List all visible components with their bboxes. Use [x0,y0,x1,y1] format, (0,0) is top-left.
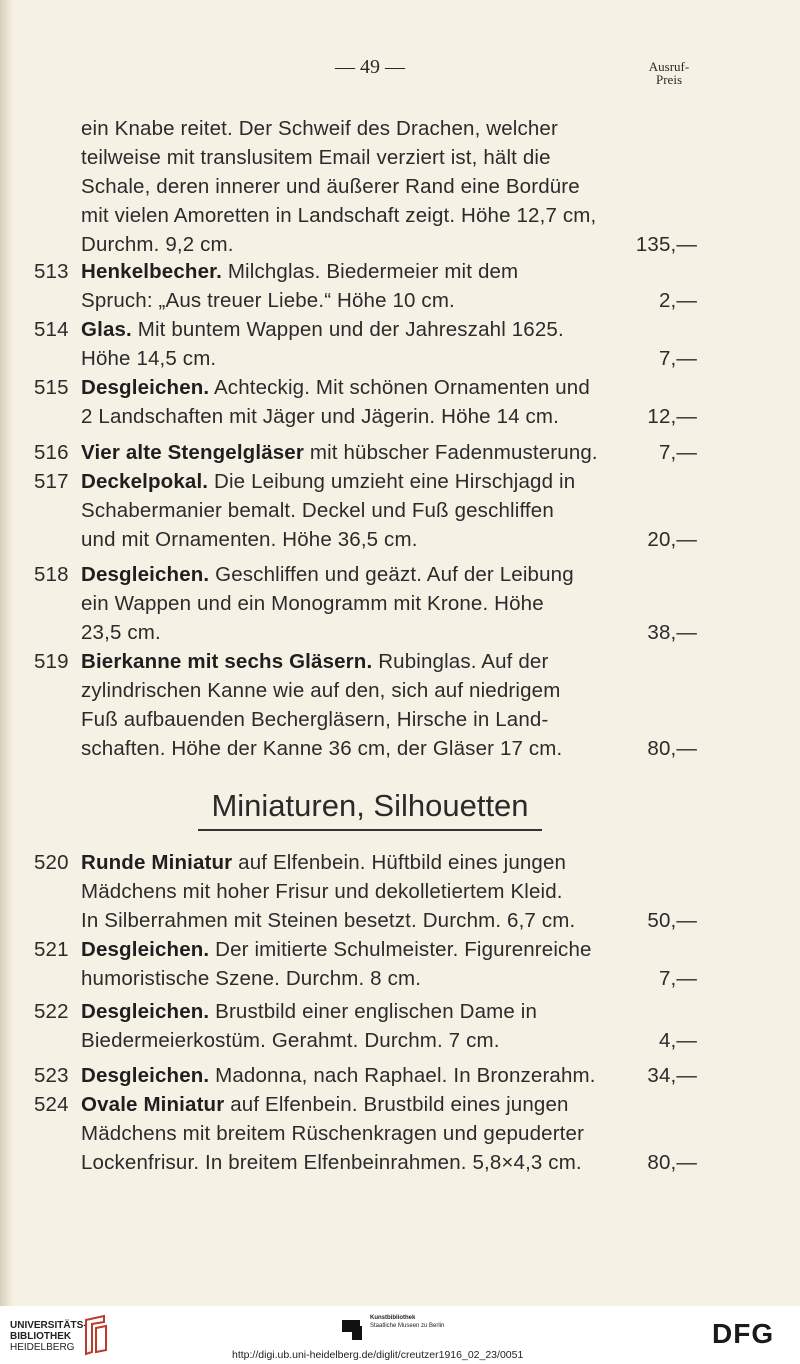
page-edge-shadow [0,0,14,1306]
lot-price: 2,— [658,289,697,312]
text-line: humoristische Szene. Durchm. 8 cm. 7,— [81,964,641,994]
permalink-url[interactable]: http://digi.ub.uni-heidelberg.de/diglit/creutzer1916_02_23/0051 [232,1349,524,1361]
page-number: — 49 — [335,56,405,78]
lot-price: 80,— [647,737,697,760]
text-line: Fuß aufbauenden Bechergläsern, Hirsche in Land- [81,708,549,731]
kunstbibliothek-label [370,1314,444,1330]
lot-517: 517 Deckelpokal. Die Leibung umzieht eine Hirschjagd in [81,467,641,497]
lot-516: 516 Vier alte Stengelgläser mit hübscher Fadenmusterung. 7,— [81,438,641,468]
lot-price: 4,— [658,1029,697,1052]
ub-line-2: BIBLIOTHEK [10,1331,72,1342]
text-line: teilweise mit translusitem Email verziert ist, hält die [81,146,551,169]
lot-title: Glas. [81,318,132,341]
text-line: Spruch: „Aus treuer Liebe.“ Höhe 10 cm. 2,— [81,286,641,316]
lot-524: 524 Ovale Miniatur auf Elfenbein. Brustbild eines jungen [81,1090,641,1120]
section-underline [198,829,542,831]
lot-513: 513 Henkelbecher. Milchglas. Biedermeier mit dem [81,257,641,287]
lot-price: 135,— [635,233,697,256]
price-heading-line-2: Preis [656,72,682,87]
lot-title: Desgleichen. [81,563,210,586]
text-line: In Silberrahmen mit Steinen besetzt. Durchm. 6,7 cm. 50,— [81,906,641,936]
lot-number: 520 [34,851,69,874]
text-line: Höhe 14,5 cm. 7,— [81,344,641,374]
text-line: Biedermeierkostüm. Gerahmt. Durchm. 7 cm. 4,— [81,1026,641,1056]
text-line: mit vielen Amoretten in Landschaft zeigt. Höhe 12,7 cm, [81,204,597,227]
lot-515: 515 Desgleichen. Achteckig. Mit schönen Ornamenten und [81,373,641,403]
lot-price: 7,— [658,347,697,370]
lot-number: 519 [34,650,69,673]
text-line: Schale, deren innerer und äußerer Rand eine Bordüre [81,175,580,198]
text-line: schaften. Höhe der Kanne 36 cm, der Gläser 17 cm. 80,— [81,734,641,764]
text-line: 23,5 cm. 38,— [81,618,641,648]
lot-number: 517 [34,470,69,493]
lot-title: Henkelbecher. [81,260,222,283]
lot-number: 524 [34,1093,69,1116]
ub-line-3: HEIDELBERG [10,1342,75,1353]
kb-line-1: Kunstbibliothek [370,1315,416,1321]
lot-price: 12,— [647,405,697,428]
lot-price: 34,— [647,1064,697,1087]
section-heading: Miniaturen, Silhouetten [211,788,529,823]
text-line: zylindrischen Kanne wie auf den, sich auf niedrigem [81,679,561,702]
lot-title: Desgleichen. [81,938,210,961]
lot-price: 50,— [647,909,697,932]
lot-522: 522 Desgleichen. Brustbild einer englischen Dame in [81,997,641,1027]
lot-number: 523 [34,1064,69,1087]
text-line: ein Knabe reitet. Der Schweif des Drachen, welcher [81,117,558,140]
kb-line-2: Staatliche Museen zu Berlin [370,1323,445,1329]
price-heading-line-1: Ausruf- [648,59,690,74]
dfg-logo[interactable]: DFG [712,1318,775,1349]
lot-price: 7,— [658,967,697,990]
lot-520: 520 Runde Miniatur auf Elfenbein. Hüftbild eines jungen [81,848,641,878]
lot-price: 20,— [647,528,697,551]
text-line: Durchm. 9,2 cm. 135,— [81,230,641,260]
lot-number: 514 [34,318,69,341]
lot-514: 514 Glas. Mit buntem Wappen und der Jahreszahl 1625. [81,315,641,345]
viewer-footer [0,1306,800,1364]
text-line: Schabermanier bemalt. Deckel und Fuß geschliffen [81,499,554,522]
lot-title: Runde Miniatur [81,851,233,874]
text-line: Lockenfrisur. In breitem Elfenbeinrahmen. 5,8×4,3 cm. 80,— [81,1148,641,1178]
ub-line-1: UNIVERSITÄTS- [10,1320,87,1331]
lot-title: Desgleichen. [81,376,210,399]
lot-price: 7,— [658,441,697,464]
lot-title: Deckelpokal. [81,470,209,493]
kunstbibliothek-logo-icon [340,1316,366,1342]
lot-title: Desgleichen. [81,1064,210,1087]
text-line: 2 Landschaften mit Jäger und Jägerin. Höhe 14 cm. 12,— [81,402,641,432]
lot-number: 515 [34,376,69,399]
text-line: ein Wappen und ein Monogramm mit Krone. Höhe [81,592,544,615]
lot-title: Desgleichen. [81,1000,210,1023]
lot-price: 80,— [647,1151,697,1174]
lot-number: 522 [34,1000,69,1023]
ub-heidelberg-logo[interactable] [10,1320,87,1353]
lot-number: 516 [34,441,69,464]
lot-number: 518 [34,563,69,586]
lot-519: 519 Bierkanne mit sechs Gläsern. Rubinglas. Auf der [81,647,641,677]
price-column-heading [634,60,704,86]
lot-number: 513 [34,260,69,283]
lot-price: 38,— [647,621,697,644]
lot-title: Ovale Miniatur [81,1093,225,1116]
lot-521: 521 Desgleichen. Der imitierte Schulmeister. Figurenreiche [81,935,641,965]
lot-title: Bierkanne mit sechs Gläsern. [81,650,373,673]
text-line: und mit Ornamenten. Höhe 36,5 cm. 20,— [81,525,641,555]
lot-523: 523 Desgleichen. Madonna, nach Raphael. In Bronzerahm. 34,— [81,1061,641,1091]
lot-title: Vier alte Stengelgläser [81,441,304,464]
text-line: Mädchens mit breitem Rüschenkragen und gepuderter [81,1122,585,1145]
lot-518: 518 Desgleichen. Geschliffen und geäzt. Auf der Leibung [81,560,641,590]
ub-emblem-icon [82,1314,108,1356]
text-line: Mädchens mit hoher Frisur und dekolletiertem Kleid. [81,880,563,903]
lot-number: 521 [34,938,69,961]
